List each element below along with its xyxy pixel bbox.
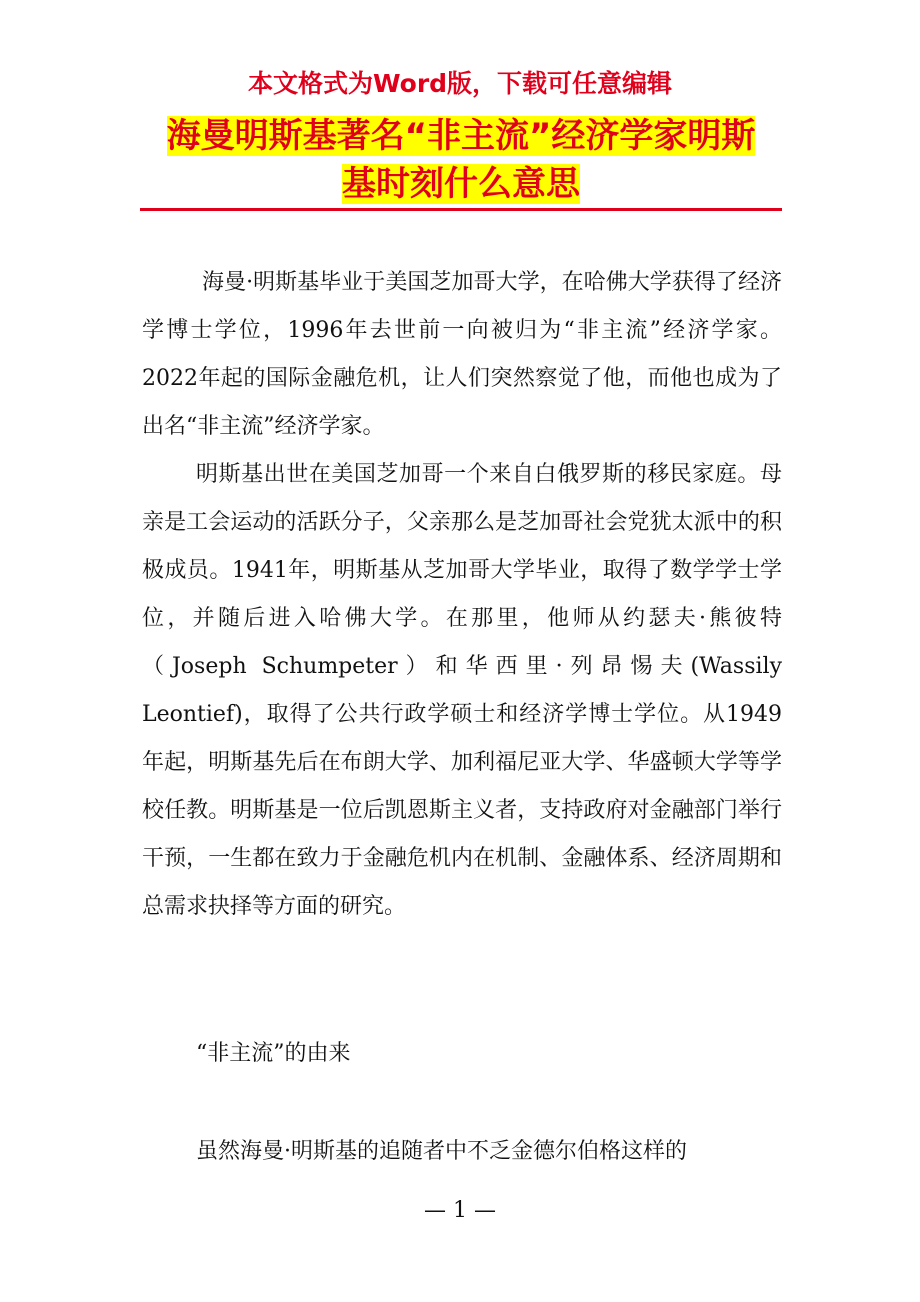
paragraph-biography: 明斯基出世在美国芝加哥一个来自白俄罗斯的移民家庭。母亲是工会运动的活跃分子，父亲那么是芝加哥社会党犹太派中的积极成员。1941年，明斯基从芝加哥大学毕业，取得了数学学士学位，并随后进入哈佛大学。在那里，他师从约瑟夫·熊彼特（Joseph Schumpeter）和华西里·列昂惕夫(Wassily Leontief)，取得了公共行政学硕士和经济学博士学位。从1949年起，明斯基先后在布朗大学、加利福尼亚大学、华盛顿大学等学校任教。明斯基是一位后凯恩斯主义者，支持政府对金融部门举行干预，一生都在致力于金融危机内在机制、金融体系、经济周期和总需求抉择等方面的研究。	[142, 462, 782, 919]
document-title-line-1	[140, 112, 782, 160]
format-notice: 本文格式为Word版，下载可任意编辑	[247, 69, 673, 98]
section-heading: “非主流”的由来	[196, 1041, 351, 1066]
paragraph-intro: 海曼·明斯基毕业于美国芝加哥大学，在哈佛大学获得了经济学博士学位，1996年去世前一向被归为“非主流”经济学家。2022年起的国际金融危机，让人们突然察觉了他，而他也成为了出名“非主流”经济学家。	[142, 270, 782, 439]
page-number: — 1 —	[424, 1198, 496, 1223]
title-highlight-1: 海曼明斯基著名“非主流”经济学家明斯	[166, 116, 756, 156]
document-title-line-2	[140, 160, 782, 208]
paragraph-continuation: 虽然海曼·明斯基的追随者中不乏金德尔伯格这样的	[196, 1139, 687, 1164]
title-highlight-2: 基时刻什么意思	[342, 164, 580, 204]
title-divider	[140, 208, 782, 211]
